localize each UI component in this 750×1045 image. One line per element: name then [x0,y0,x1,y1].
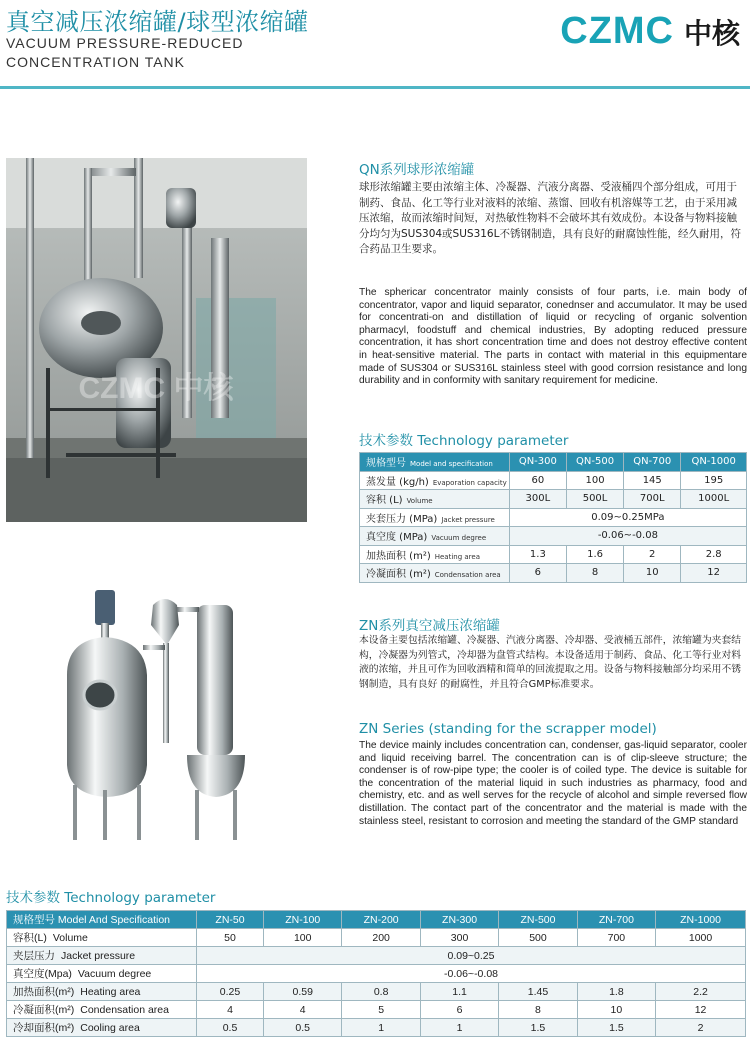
value-cell: 0.8 [342,983,420,1001]
value-cell: 6 [420,1001,498,1019]
row-label-en: Volume [406,497,433,506]
svg-text:CZMC 中核: CZMC 中核 [78,372,234,405]
qn-description-en: The sphericar concentrator mainly consists of four parts, i.e. main body of concentrator, vapor and liquid separator, conednser and accumulator. It may be used for concentrati-on and distillation of liquid or recycling of organic solvention pharmacyl, foodstuff and chemical industries, By adopting reduced pressure concentration, it has short concentration time and does not destroy effective content in heat-sensitive material. The parts in contact with material in this equipmentare made of SUS304 or SUS316L stainless steel with good corrsion resistance and long durability and in conformity with sanitary requirement for medicine. [359,287,747,387]
page-title-en-line2: CONCENTRATION TANK [6,54,186,70]
table-row [7,947,746,965]
vacuum-concentrator-photo [55,585,260,845]
value-cell: 5 [342,1001,420,1019]
row-label-cn: 夹套压力 (MPa) [366,513,438,525]
model-cell: ZN-500 [499,911,577,929]
value-cell: 10 [624,564,681,583]
header-label-cn: 规格型号 [366,458,406,470]
table-row [7,983,746,1001]
value-cell: 4 [264,1001,342,1019]
row-label [7,947,197,965]
table-row [360,508,747,527]
table-header-cell [7,911,197,929]
row-label-cn: 真空度(Mpa) [13,968,72,980]
table-header-row [360,453,747,472]
value-cell: 1.6 [566,545,623,564]
row-label-cn: 真空度 (MPa) [366,532,428,544]
row-label-en: Jacket pressure [61,950,136,962]
row-label-cn: 容积 (L) [366,495,403,507]
row-label-en: Jacket pressure [441,515,495,524]
value-cell: 1.5 [577,1019,655,1037]
brand-logo [560,10,740,53]
row-label-cn: 加热面积(m²) [13,986,75,998]
value-cell: 50 [197,929,264,947]
row-label-cn: 冷凝面积 (m²) [366,569,431,581]
qn-parameter-table [359,452,747,583]
table-row [360,471,747,490]
value-cell: 1.8 [577,983,655,1001]
row-label [7,1001,197,1019]
value-cell: 12 [681,564,747,583]
row-label [360,545,510,564]
value-cell: 4 [197,1001,264,1019]
spherical-concentrator-photo [6,158,307,522]
value-cell: 700L [624,490,681,509]
value-cell: 2.2 [656,983,746,1001]
value-cell: 60 [509,471,566,490]
header-label-cn: 规格型号 [13,914,55,926]
value-cell: 1 [342,1019,420,1037]
zn-parameter-table [6,910,746,1037]
value-cell: 100 [264,929,342,947]
value-cell: 500 [499,929,577,947]
page-title-en-line1: VACUUM PRESSURE-REDUCED [6,35,244,51]
value-cell: 700 [577,929,655,947]
zn-param-title: 技术参数 Technology parameter [6,890,216,906]
table-header-row [7,911,746,929]
value-cell: 0.25 [197,983,264,1001]
row-label-en: Volume [52,932,88,944]
value-cell: 2.8 [681,545,747,564]
row-label-en: Vacuum degree [77,968,152,980]
value-cell: 1.3 [509,545,566,564]
row-label [360,471,510,490]
value-cell: 195 [681,471,747,490]
header-label-en: Model And Specification [57,914,170,926]
logo-cn-text: 中核 [683,16,740,50]
value-cell: 2 [656,1019,746,1037]
row-label-en: Condensation area [80,1004,169,1016]
page-header [0,0,750,90]
zn-description-en: The device mainly includes concentration can, condenser, gas-liquid separator, cooler and liquid receiving barrel. The concentration can is of clip-sleeve structure; the condenser is of row-pipe type; the cooler is of coiled type. The device is suitable for the concentration of the material liquid in such industries as pharmacy, food and chemistry, etc. and as well serves for the recycle of alcohol and simple reversed flow distillation. The contact part of the concentrator and the material is made with the stainless steel, resistant to corrosion and meeting the standard of the GMP standard [359,740,747,827]
value-cell: 2 [624,545,681,564]
model-cell: QN-300 [509,453,566,472]
zn-description-cn: 本设备主要包括浓缩罐、冷凝器、汽液分离器、冷却器、受液桶五部件，浓缩罐为夹套结构，冷凝器为列管式，冷却器为盘管式结构。本设备适用于制药、食品、化工等行业对料液的浓缩，并且可作为回收酒精和简单的回流提取之用。设备与物料接触部分均采用不锈钢制造，具有良好 的耐腐性，并且符合GMP标准要求。 [359,635,742,690]
value-cell: 300 [420,929,498,947]
value-cell: 200 [342,929,420,947]
header-divider [0,86,750,89]
table-header-cell [360,453,510,472]
row-label-en: Condensation area [434,571,501,580]
table-row [360,564,747,583]
row-label-en: Evaporation capacity [432,478,507,487]
model-cell: ZN-200 [342,911,420,929]
page-title-en [6,34,243,72]
value-cell: 0.59 [264,983,342,1001]
row-label-cn: 蒸发量 (kg/h) [366,476,429,488]
qn-section-title: QN系列球形浓缩罐 [359,162,475,178]
value-cell: 300L [509,490,566,509]
model-cell: QN-500 [566,453,623,472]
row-label-en: Cooling area [80,1022,140,1034]
value-cell: 1000L [681,490,747,509]
table-row [360,527,747,546]
zn-section-title-cn: ZN系列真空减压浓缩罐 [359,618,500,634]
row-label [7,983,197,1001]
value-cell: 500L [566,490,623,509]
model-cell: QN-1000 [681,453,747,472]
row-label [360,508,510,527]
value-cell: 1.1 [420,983,498,1001]
row-label-cn: 加热面积 (m²) [366,550,431,562]
value-cell: 8 [499,1001,577,1019]
row-label [7,929,197,947]
merged-value-cell: 0.09~0.25MPa [509,508,746,527]
model-cell: ZN-700 [577,911,655,929]
page-title-cn: 真空减压浓缩罐/球型浓缩罐 [6,8,309,36]
header-label-en: Model and specification [410,460,493,469]
value-cell: 1000 [656,929,746,947]
qn-param-title: 技术参数 Technology parameter [359,433,569,449]
row-label-cn: 容积(L) [13,932,47,944]
table-row [360,545,747,564]
merged-value-cell: -0.06~-0.08 [197,965,746,983]
table-row [360,490,747,509]
table-row [7,1001,746,1019]
model-cell: QN-700 [624,453,681,472]
value-cell: 0.5 [197,1019,264,1037]
row-label-en: Heating area [80,986,141,998]
row-label [360,564,510,583]
model-cell: ZN-1000 [656,911,746,929]
value-cell: 0.5 [264,1019,342,1037]
qn-description-cn: 球形浓缩罐主要由浓缩主体、冷凝器、汽液分离器、受液桶四个部分组成，可用于制药、食品、化工等行业对液料的浓缩、蒸馏、回收有机溶媒等工艺，由于采用减压浓缩，故而浓缩时间短，对热敏性物料不会破坏其有效成份。本设备与物料接触分均匀为SUS304或SUS316L不锈钢制造，具有良好的耐腐蚀性能，经久耐用，符合药品卫生要求。 [359,181,741,255]
value-cell: 1.45 [499,983,577,1001]
row-label-en: Vacuum degree [431,534,487,543]
logo-latin-text: CZMC [560,10,674,52]
value-cell: 1 [420,1019,498,1037]
table-row [7,965,746,983]
model-cell: ZN-50 [197,911,264,929]
table-row [7,929,746,947]
row-label [7,965,197,983]
value-cell: 10 [577,1001,655,1019]
table-row [7,1019,746,1037]
model-cell: ZN-100 [264,911,342,929]
value-cell: 100 [566,471,623,490]
value-cell: 1.5 [499,1019,577,1037]
merged-value-cell: -0.06~-0.08 [509,527,746,546]
zn-section-title-en: ZN Series (standing for the scrapper model) [359,721,657,737]
row-label-cn: 冷却面积(m²) [13,1022,75,1034]
row-label [7,1019,197,1037]
row-label-cn: 夹层压力 [13,950,55,962]
row-label-en: Heating area [434,552,480,561]
merged-value-cell: 0.09~0.25 [197,947,746,965]
value-cell: 145 [624,471,681,490]
row-label [360,527,510,546]
row-label-cn: 冷凝面积(m²) [13,1004,75,1016]
value-cell: 8 [566,564,623,583]
row-label [360,490,510,509]
model-cell: ZN-300 [420,911,498,929]
value-cell: 12 [656,1001,746,1019]
value-cell: 6 [509,564,566,583]
